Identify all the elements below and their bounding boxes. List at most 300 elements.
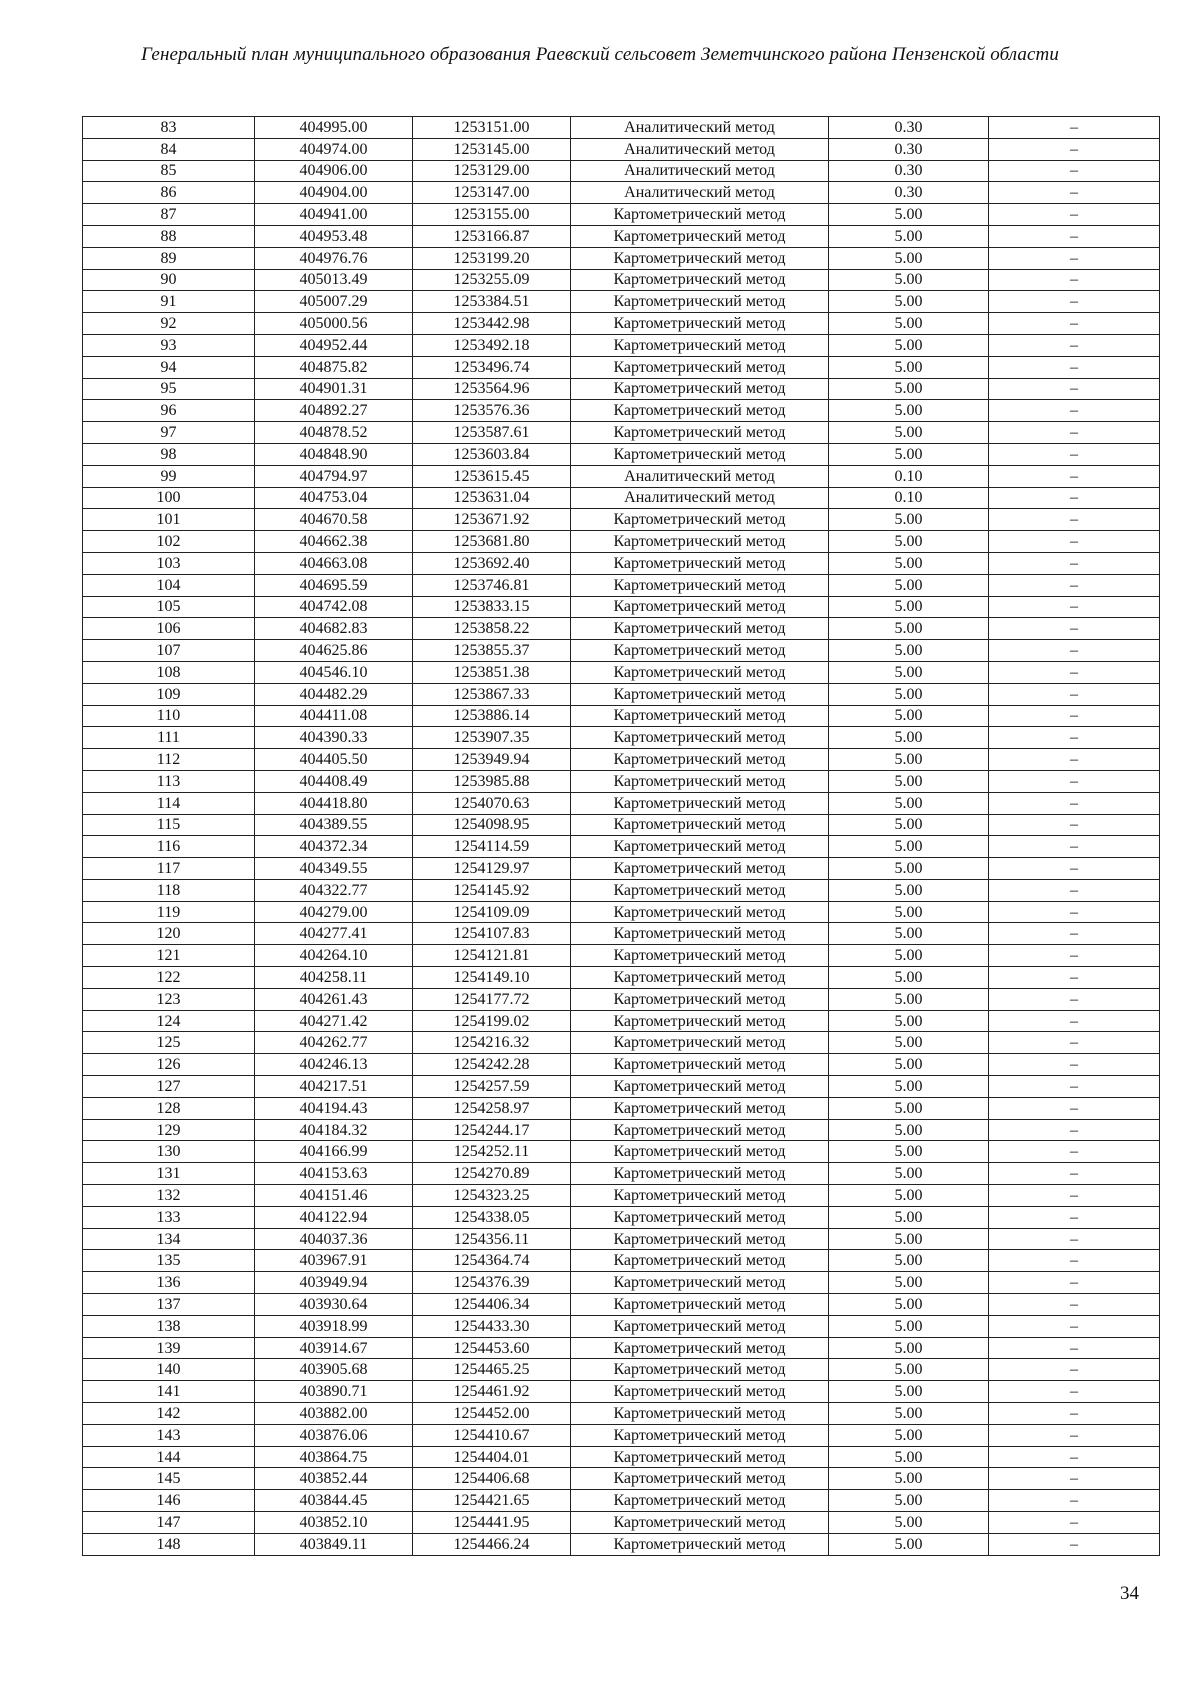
method-cell: Аналитический метод <box>571 160 829 182</box>
precision-cell: 5.00 <box>829 683 989 705</box>
method-cell: Картометрический метод <box>571 727 829 749</box>
x-coordinate-cell: 404262.77 <box>255 1032 413 1054</box>
method-cell: Картометрический метод <box>571 356 829 378</box>
x-coordinate-cell: 405000.56 <box>255 313 413 335</box>
table-row <box>83 574 1160 596</box>
precision-cell: 5.00 <box>829 836 989 858</box>
y-coordinate-cell: 1254453.60 <box>413 1337 571 1359</box>
precision-cell: 5.00 <box>829 574 989 596</box>
method-cell: Картометрический метод <box>571 1381 829 1403</box>
method-cell: Картометрический метод <box>571 400 829 422</box>
page-number: 34 <box>1120 1583 1139 1604</box>
precision-cell: 5.00 <box>829 792 989 814</box>
y-coordinate-cell: 1253496.74 <box>413 356 571 378</box>
precision-cell: 5.00 <box>829 509 989 531</box>
x-coordinate-cell: 404217.51 <box>255 1076 413 1098</box>
y-coordinate-cell: 1254410.67 <box>413 1424 571 1446</box>
precision-cell: 5.00 <box>829 247 989 269</box>
point-number-cell: 95 <box>83 378 255 400</box>
precision-cell: 5.00 <box>829 901 989 923</box>
note-cell: – <box>989 901 1160 923</box>
note-cell: – <box>989 727 1160 749</box>
x-coordinate-cell: 404482.29 <box>255 683 413 705</box>
x-coordinate-cell: 403890.71 <box>255 1381 413 1403</box>
point-number-cell: 108 <box>83 661 255 683</box>
table-row <box>83 1272 1160 1294</box>
method-cell: Картометрический метод <box>571 247 829 269</box>
table-row <box>83 1533 1160 1555</box>
y-coordinate-cell: 1254465.25 <box>413 1359 571 1381</box>
y-coordinate-cell: 1253681.80 <box>413 531 571 553</box>
note-cell: – <box>989 1119 1160 1141</box>
y-coordinate-cell: 1253671.92 <box>413 509 571 531</box>
point-number-cell: 91 <box>83 291 255 313</box>
note-cell: – <box>989 923 1160 945</box>
x-coordinate-cell: 404122.94 <box>255 1206 413 1228</box>
note-cell: – <box>989 1250 1160 1272</box>
table-row <box>83 596 1160 618</box>
precision-cell: 0.30 <box>829 117 989 139</box>
method-cell: Картометрический метод <box>571 1010 829 1032</box>
table-row <box>83 988 1160 1010</box>
method-cell: Картометрический метод <box>571 1424 829 1446</box>
precision-cell: 5.00 <box>829 291 989 313</box>
point-number-cell: 87 <box>83 204 255 226</box>
precision-cell: 0.10 <box>829 487 989 509</box>
note-cell: – <box>989 247 1160 269</box>
point-number-cell: 125 <box>83 1032 255 1054</box>
table-row <box>83 1032 1160 1054</box>
point-number-cell: 100 <box>83 487 255 509</box>
precision-cell: 5.00 <box>829 770 989 792</box>
precision-cell: 5.00 <box>829 225 989 247</box>
y-coordinate-cell: 1253145.00 <box>413 138 571 160</box>
note-cell: – <box>989 1468 1160 1490</box>
table-row <box>83 160 1160 182</box>
note-cell: – <box>989 313 1160 335</box>
x-coordinate-cell: 404901.31 <box>255 378 413 400</box>
y-coordinate-cell: 1253985.88 <box>413 770 571 792</box>
note-cell: – <box>989 487 1160 509</box>
method-cell: Аналитический метод <box>571 182 829 204</box>
point-number-cell: 92 <box>83 313 255 335</box>
x-coordinate-cell: 404405.50 <box>255 749 413 771</box>
point-number-cell: 90 <box>83 269 255 291</box>
method-cell: Картометрический метод <box>571 683 829 705</box>
table-row <box>83 182 1160 204</box>
precision-cell: 5.00 <box>829 1490 989 1512</box>
note-cell: – <box>989 117 1160 139</box>
x-coordinate-cell: 404411.08 <box>255 705 413 727</box>
method-cell: Картометрический метод <box>571 1490 829 1512</box>
table-row <box>83 1490 1160 1512</box>
precision-cell: 5.00 <box>829 531 989 553</box>
precision-cell: 5.00 <box>829 356 989 378</box>
precision-cell: 5.00 <box>829 923 989 945</box>
table-row <box>83 1206 1160 1228</box>
x-coordinate-cell: 404670.58 <box>255 509 413 531</box>
precision-cell: 5.00 <box>829 1163 989 1185</box>
y-coordinate-cell: 1253442.98 <box>413 313 571 335</box>
x-coordinate-cell: 403864.75 <box>255 1446 413 1468</box>
x-coordinate-cell: 404389.55 <box>255 814 413 836</box>
y-coordinate-cell: 1254466.24 <box>413 1533 571 1555</box>
table-row <box>83 204 1160 226</box>
method-cell: Картометрический метод <box>571 1359 829 1381</box>
table-row <box>83 313 1160 335</box>
y-coordinate-cell: 1254199.02 <box>413 1010 571 1032</box>
table-row <box>83 334 1160 356</box>
method-cell: Аналитический метод <box>571 487 829 509</box>
precision-cell: 5.00 <box>829 1119 989 1141</box>
note-cell: – <box>989 1163 1160 1185</box>
precision-cell: 5.00 <box>829 596 989 618</box>
note-cell: – <box>989 574 1160 596</box>
note-cell: – <box>989 443 1160 465</box>
x-coordinate-cell: 404663.08 <box>255 552 413 574</box>
x-coordinate-cell: 404037.36 <box>255 1228 413 1250</box>
precision-cell: 0.30 <box>829 160 989 182</box>
point-number-cell: 101 <box>83 509 255 531</box>
method-cell: Картометрический метод <box>571 945 829 967</box>
table-row <box>83 422 1160 444</box>
x-coordinate-cell: 403876.06 <box>255 1424 413 1446</box>
y-coordinate-cell: 1253492.18 <box>413 334 571 356</box>
point-number-cell: 93 <box>83 334 255 356</box>
note-cell: – <box>989 836 1160 858</box>
precision-cell: 5.00 <box>829 1250 989 1272</box>
x-coordinate-cell: 404753.04 <box>255 487 413 509</box>
note-cell: – <box>989 1185 1160 1207</box>
table-row <box>83 487 1160 509</box>
table-row <box>83 509 1160 531</box>
y-coordinate-cell: 1254252.11 <box>413 1141 571 1163</box>
x-coordinate-cell: 404906.00 <box>255 160 413 182</box>
method-cell: Картометрический метод <box>571 443 829 465</box>
table-row <box>83 1228 1160 1250</box>
method-cell: Картометрический метод <box>571 1185 829 1207</box>
y-coordinate-cell: 1253564.96 <box>413 378 571 400</box>
y-coordinate-cell: 1254452.00 <box>413 1403 571 1425</box>
y-coordinate-cell: 1253851.38 <box>413 661 571 683</box>
x-coordinate-cell: 404261.43 <box>255 988 413 1010</box>
point-number-cell: 84 <box>83 138 255 160</box>
y-coordinate-cell: 1253855.37 <box>413 640 571 662</box>
y-coordinate-cell: 1253155.00 <box>413 204 571 226</box>
method-cell: Картометрический метод <box>571 770 829 792</box>
table-row <box>83 1315 1160 1337</box>
method-cell: Картометрический метод <box>571 988 829 1010</box>
y-coordinate-cell: 1254114.59 <box>413 836 571 858</box>
precision-cell: 5.00 <box>829 443 989 465</box>
precision-cell: 5.00 <box>829 1294 989 1316</box>
precision-cell: 5.00 <box>829 1076 989 1098</box>
note-cell: – <box>989 879 1160 901</box>
table-row <box>83 770 1160 792</box>
table-row <box>83 465 1160 487</box>
x-coordinate-cell: 403949.94 <box>255 1272 413 1294</box>
table-row <box>83 640 1160 662</box>
table-row <box>83 814 1160 836</box>
y-coordinate-cell: 1254356.11 <box>413 1228 571 1250</box>
table-row <box>83 879 1160 901</box>
point-number-cell: 136 <box>83 1272 255 1294</box>
table-row <box>83 1010 1160 1032</box>
method-cell: Картометрический метод <box>571 923 829 945</box>
point-number-cell: 120 <box>83 923 255 945</box>
method-cell: Аналитический метод <box>571 138 829 160</box>
method-cell: Картометрический метод <box>571 1403 829 1425</box>
note-cell: – <box>989 1206 1160 1228</box>
note-cell: – <box>989 770 1160 792</box>
x-coordinate-cell: 404153.63 <box>255 1163 413 1185</box>
table-row <box>83 552 1160 574</box>
point-number-cell: 83 <box>83 117 255 139</box>
x-coordinate-cell: 405013.49 <box>255 269 413 291</box>
point-number-cell: 96 <box>83 400 255 422</box>
table-row <box>83 1381 1160 1403</box>
precision-cell: 0.30 <box>829 138 989 160</box>
note-cell: – <box>989 858 1160 880</box>
table-row <box>83 1512 1160 1534</box>
coordinates-table <box>82 116 1160 1556</box>
note-cell: – <box>989 291 1160 313</box>
method-cell: Картометрический метод <box>571 1446 829 1468</box>
method-cell: Картометрический метод <box>571 1315 829 1337</box>
y-coordinate-cell: 1253151.00 <box>413 117 571 139</box>
y-coordinate-cell: 1254258.97 <box>413 1097 571 1119</box>
x-coordinate-cell: 403882.00 <box>255 1403 413 1425</box>
point-number-cell: 118 <box>83 879 255 901</box>
x-coordinate-cell: 403967.91 <box>255 1250 413 1272</box>
note-cell: – <box>989 618 1160 640</box>
y-coordinate-cell: 1254270.89 <box>413 1163 571 1185</box>
point-number-cell: 111 <box>83 727 255 749</box>
point-number-cell: 143 <box>83 1424 255 1446</box>
y-coordinate-cell: 1254364.74 <box>413 1250 571 1272</box>
table-row <box>83 1119 1160 1141</box>
table-row <box>83 1359 1160 1381</box>
precision-cell: 5.00 <box>829 1512 989 1534</box>
note-cell: – <box>989 1097 1160 1119</box>
y-coordinate-cell: 1254376.39 <box>413 1272 571 1294</box>
x-coordinate-cell: 404322.77 <box>255 879 413 901</box>
table-row <box>83 247 1160 269</box>
x-coordinate-cell: 404794.97 <box>255 465 413 487</box>
y-coordinate-cell: 1253587.61 <box>413 422 571 444</box>
table-row <box>83 1141 1160 1163</box>
y-coordinate-cell: 1254441.95 <box>413 1512 571 1534</box>
note-cell: – <box>989 705 1160 727</box>
point-number-cell: 141 <box>83 1381 255 1403</box>
note-cell: – <box>989 1381 1160 1403</box>
note-cell: – <box>989 1490 1160 1512</box>
precision-cell: 5.00 <box>829 1468 989 1490</box>
point-number-cell: 128 <box>83 1097 255 1119</box>
note-cell: – <box>989 1032 1160 1054</box>
table-row <box>83 901 1160 923</box>
y-coordinate-cell: 1253867.33 <box>413 683 571 705</box>
precision-cell: 5.00 <box>829 422 989 444</box>
point-number-cell: 121 <box>83 945 255 967</box>
x-coordinate-cell: 403844.45 <box>255 1490 413 1512</box>
y-coordinate-cell: 1253576.36 <box>413 400 571 422</box>
method-cell: Картометрический метод <box>571 1337 829 1359</box>
method-cell: Картометрический метод <box>571 313 829 335</box>
method-cell: Картометрический метод <box>571 814 829 836</box>
method-cell: Картометрический метод <box>571 1163 829 1185</box>
note-cell: – <box>989 465 1160 487</box>
method-cell: Картометрический метод <box>571 618 829 640</box>
precision-cell: 5.00 <box>829 1228 989 1250</box>
y-coordinate-cell: 1254404.01 <box>413 1446 571 1468</box>
point-number-cell: 98 <box>83 443 255 465</box>
point-number-cell: 123 <box>83 988 255 1010</box>
precision-cell: 5.00 <box>829 749 989 771</box>
precision-cell: 5.00 <box>829 1272 989 1294</box>
y-coordinate-cell: 1253129.00 <box>413 160 571 182</box>
point-number-cell: 134 <box>83 1228 255 1250</box>
precision-cell: 5.00 <box>829 552 989 574</box>
method-cell: Картометрический метод <box>571 269 829 291</box>
table-row <box>83 683 1160 705</box>
point-number-cell: 115 <box>83 814 255 836</box>
y-coordinate-cell: 1253384.51 <box>413 291 571 313</box>
x-coordinate-cell: 404742.08 <box>255 596 413 618</box>
y-coordinate-cell: 1254257.59 <box>413 1076 571 1098</box>
precision-cell: 5.00 <box>829 640 989 662</box>
y-coordinate-cell: 1254129.97 <box>413 858 571 880</box>
point-number-cell: 140 <box>83 1359 255 1381</box>
note-cell: – <box>989 552 1160 574</box>
method-cell: Картометрический метод <box>571 967 829 989</box>
y-coordinate-cell: 1254433.30 <box>413 1315 571 1337</box>
y-coordinate-cell: 1253833.15 <box>413 596 571 618</box>
x-coordinate-cell: 404372.34 <box>255 836 413 858</box>
method-cell: Картометрический метод <box>571 661 829 683</box>
y-coordinate-cell: 1253907.35 <box>413 727 571 749</box>
note-cell: – <box>989 1424 1160 1446</box>
method-cell: Картометрический метод <box>571 552 829 574</box>
note-cell: – <box>989 814 1160 836</box>
note-cell: – <box>989 160 1160 182</box>
table-row <box>83 1403 1160 1425</box>
precision-cell: 0.30 <box>829 182 989 204</box>
note-cell: – <box>989 1337 1160 1359</box>
point-number-cell: 102 <box>83 531 255 553</box>
x-coordinate-cell: 405007.29 <box>255 291 413 313</box>
x-coordinate-cell: 404976.76 <box>255 247 413 269</box>
x-coordinate-cell: 404662.38 <box>255 531 413 553</box>
precision-cell: 5.00 <box>829 1010 989 1032</box>
note-cell: – <box>989 596 1160 618</box>
table-row <box>83 727 1160 749</box>
note-cell: – <box>989 988 1160 1010</box>
point-number-cell: 97 <box>83 422 255 444</box>
table-row <box>83 138 1160 160</box>
point-number-cell: 133 <box>83 1206 255 1228</box>
precision-cell: 5.00 <box>829 313 989 335</box>
x-coordinate-cell: 404904.00 <box>255 182 413 204</box>
method-cell: Картометрический метод <box>571 204 829 226</box>
table-row <box>83 378 1160 400</box>
point-number-cell: 117 <box>83 858 255 880</box>
table-row <box>83 1185 1160 1207</box>
method-cell: Картометрический метод <box>571 1141 829 1163</box>
method-cell: Картометрический метод <box>571 1206 829 1228</box>
precision-cell: 5.00 <box>829 727 989 749</box>
point-number-cell: 113 <box>83 770 255 792</box>
x-coordinate-cell: 404349.55 <box>255 858 413 880</box>
x-coordinate-cell: 404848.90 <box>255 443 413 465</box>
note-cell: – <box>989 792 1160 814</box>
point-number-cell: 139 <box>83 1337 255 1359</box>
x-coordinate-cell: 404625.86 <box>255 640 413 662</box>
y-coordinate-cell: 1254070.63 <box>413 792 571 814</box>
y-coordinate-cell: 1254109.09 <box>413 901 571 923</box>
method-cell: Картометрический метод <box>571 749 829 771</box>
x-coordinate-cell: 404695.59 <box>255 574 413 596</box>
y-coordinate-cell: 1254338.05 <box>413 1206 571 1228</box>
note-cell: – <box>989 749 1160 771</box>
note-cell: – <box>989 640 1160 662</box>
x-coordinate-cell: 403930.64 <box>255 1294 413 1316</box>
method-cell: Картометрический метод <box>571 1119 829 1141</box>
precision-cell: 5.00 <box>829 858 989 880</box>
x-coordinate-cell: 404277.41 <box>255 923 413 945</box>
x-coordinate-cell: 404166.99 <box>255 1141 413 1163</box>
method-cell: Картометрический метод <box>571 792 829 814</box>
x-coordinate-cell: 404264.10 <box>255 945 413 967</box>
x-coordinate-cell: 404271.42 <box>255 1010 413 1032</box>
method-cell: Картометрический метод <box>571 1468 829 1490</box>
page-header: Генеральный план муниципального образования Раевский сельсовет Земетчинского района Пензенской области <box>141 44 1059 65</box>
note-cell: – <box>989 334 1160 356</box>
point-number-cell: 131 <box>83 1163 255 1185</box>
method-cell: Картометрический метод <box>571 1076 829 1098</box>
y-coordinate-cell: 1254242.28 <box>413 1054 571 1076</box>
note-cell: – <box>989 138 1160 160</box>
note-cell: – <box>989 225 1160 247</box>
table-row <box>83 356 1160 378</box>
note-cell: – <box>989 1294 1160 1316</box>
note-cell: – <box>989 422 1160 444</box>
table-row <box>83 400 1160 422</box>
precision-cell: 5.00 <box>829 378 989 400</box>
point-number-cell: 85 <box>83 160 255 182</box>
precision-cell: 5.00 <box>829 1446 989 1468</box>
method-cell: Картометрический метод <box>571 705 829 727</box>
table-row <box>83 836 1160 858</box>
x-coordinate-cell: 404953.48 <box>255 225 413 247</box>
note-cell: – <box>989 1533 1160 1555</box>
point-number-cell: 116 <box>83 836 255 858</box>
method-cell: Картометрический метод <box>571 1054 829 1076</box>
precision-cell: 5.00 <box>829 1032 989 1054</box>
point-number-cell: 86 <box>83 182 255 204</box>
table-row <box>83 1076 1160 1098</box>
precision-cell: 5.00 <box>829 661 989 683</box>
point-number-cell: 127 <box>83 1076 255 1098</box>
x-coordinate-cell: 404418.80 <box>255 792 413 814</box>
table-row <box>83 945 1160 967</box>
precision-cell: 5.00 <box>829 814 989 836</box>
point-number-cell: 104 <box>83 574 255 596</box>
table-row <box>83 531 1160 553</box>
precision-cell: 5.00 <box>829 1185 989 1207</box>
precision-cell: 5.00 <box>829 967 989 989</box>
precision-cell: 5.00 <box>829 988 989 1010</box>
